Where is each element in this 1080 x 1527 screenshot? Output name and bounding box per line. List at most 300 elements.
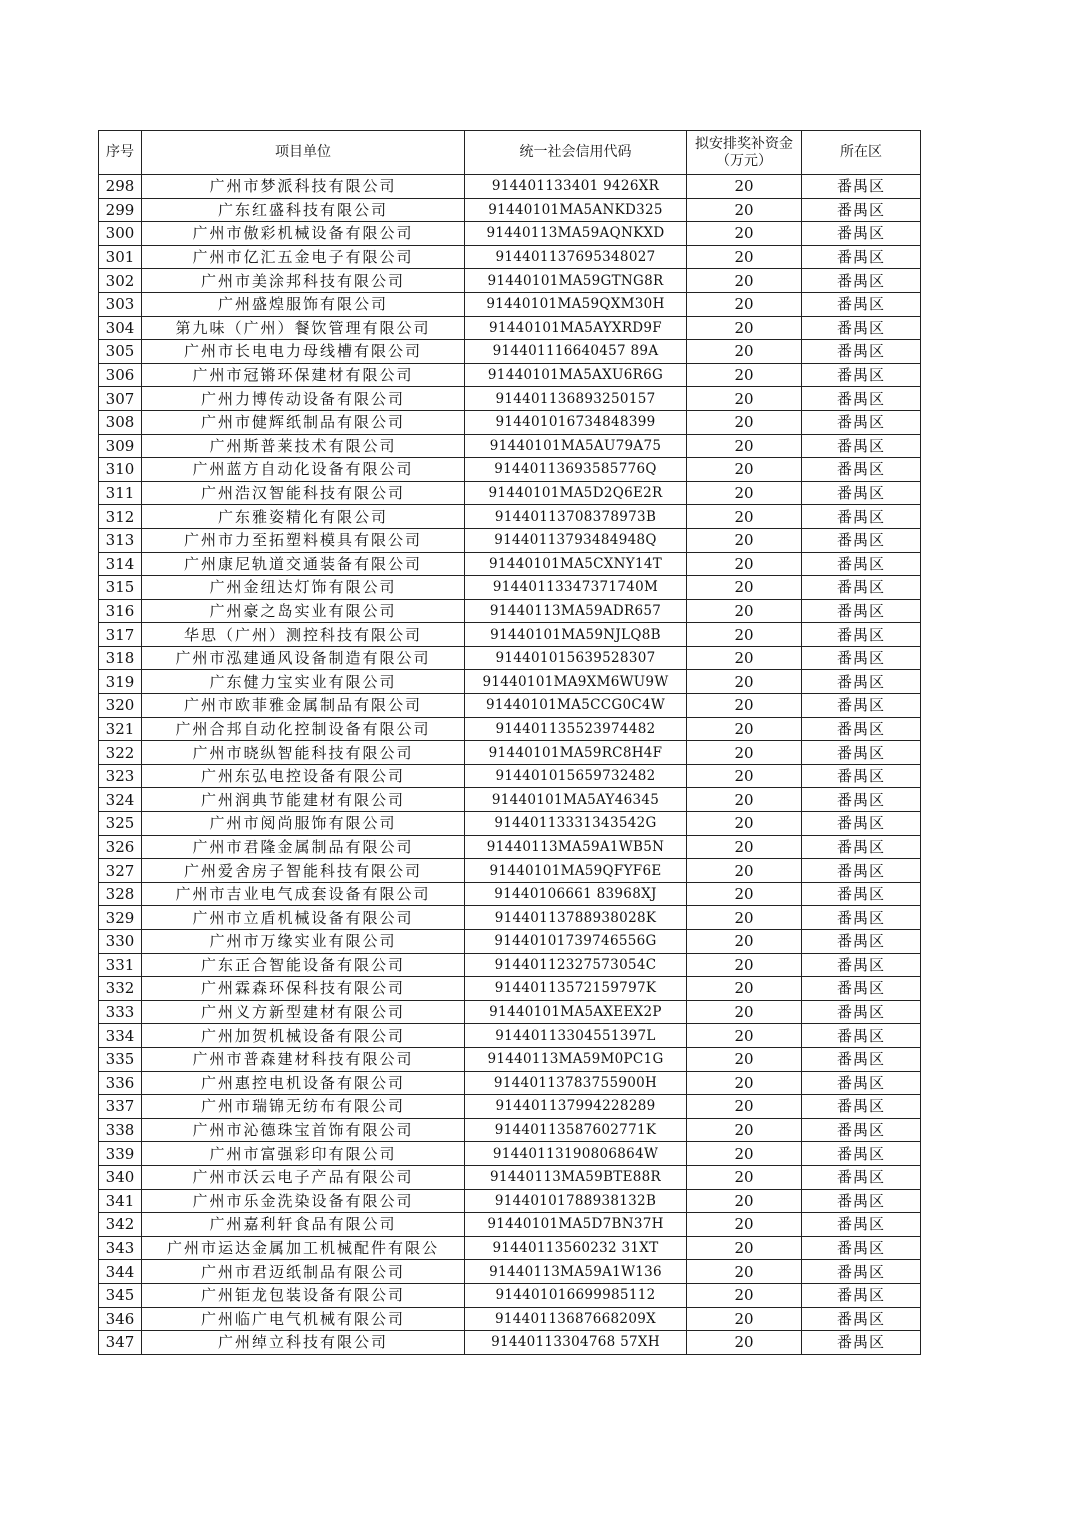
row-index: 304 xyxy=(99,316,142,340)
row-amount: 20 xyxy=(687,292,802,316)
row-amount: 20 xyxy=(687,1142,802,1166)
row-unit: 广州市健辉纸制品有限公司 xyxy=(142,410,465,434)
table-row xyxy=(99,576,921,600)
row-unit: 广州市君迈纸制品有限公司 xyxy=(142,1260,465,1284)
row-credit-code: 91440101MA5AXU6R6G xyxy=(465,363,687,387)
row-index: 314 xyxy=(99,552,142,576)
row-index: 342 xyxy=(99,1213,142,1237)
row-index: 310 xyxy=(99,458,142,482)
document-page xyxy=(98,130,920,1355)
row-index: 341 xyxy=(99,1189,142,1213)
table-row xyxy=(99,906,921,930)
header-index: 序号 xyxy=(99,131,142,175)
row-amount: 20 xyxy=(687,1260,802,1284)
row-credit-code: 91440101788938132B xyxy=(465,1189,687,1213)
row-unit: 广州浩汉智能科技有限公司 xyxy=(142,481,465,505)
row-unit: 广州霖森环保科技有限公司 xyxy=(142,977,465,1001)
row-credit-code: 91440113MA59AQNKXD xyxy=(465,222,687,246)
row-unit: 广州润典节能建材有限公司 xyxy=(142,788,465,812)
row-index: 301 xyxy=(99,245,142,269)
row-credit-code: 91440113687668209X xyxy=(465,1307,687,1331)
row-district: 番禺区 xyxy=(802,1000,921,1024)
row-unit: 广州斯普莱技术有限公司 xyxy=(142,434,465,458)
row-credit-code: 91440101MA5CXNY14T xyxy=(465,552,687,576)
row-district: 番禺区 xyxy=(802,175,921,199)
row-district: 番禺区 xyxy=(802,1165,921,1189)
row-unit: 广州市君隆金属制品有限公司 xyxy=(142,835,465,859)
table-row xyxy=(99,340,921,364)
row-amount: 20 xyxy=(687,930,802,954)
row-index: 344 xyxy=(99,1260,142,1284)
row-district: 番禺区 xyxy=(802,882,921,906)
row-credit-code: 91440113MA59M0PC1G xyxy=(465,1047,687,1071)
row-credit-code: 914401016699985112 xyxy=(465,1283,687,1307)
row-district: 番禺区 xyxy=(802,717,921,741)
row-amount: 20 xyxy=(687,1189,802,1213)
row-amount: 20 xyxy=(687,764,802,788)
row-credit-code: 914401116640457 89A xyxy=(465,340,687,364)
row-credit-code: 91440113572159797K xyxy=(465,977,687,1001)
table-row xyxy=(99,1142,921,1166)
row-unit: 广州市沁德珠宝首饰有限公司 xyxy=(142,1118,465,1142)
table-row xyxy=(99,694,921,718)
header-district: 所在区 xyxy=(802,131,921,175)
row-unit: 广州市欧菲雅金属制品有限公司 xyxy=(142,694,465,718)
table-header xyxy=(99,131,921,175)
row-amount: 20 xyxy=(687,576,802,600)
row-index: 307 xyxy=(99,387,142,411)
row-district: 番禺区 xyxy=(802,1047,921,1071)
row-district: 番禺区 xyxy=(802,906,921,930)
row-index: 318 xyxy=(99,646,142,670)
row-credit-code: 91440113708378973B xyxy=(465,505,687,529)
row-district: 番禺区 xyxy=(802,646,921,670)
row-district: 番禺区 xyxy=(802,953,921,977)
row-unit: 广东雅姿精化有限公司 xyxy=(142,505,465,529)
row-index: 315 xyxy=(99,576,142,600)
row-district: 番禺区 xyxy=(802,741,921,765)
row-credit-code: 91440113304551397L xyxy=(465,1024,687,1048)
row-district: 番禺区 xyxy=(802,788,921,812)
row-unit: 广州盛煌服饰有限公司 xyxy=(142,292,465,316)
row-credit-code: 91440113190806864W xyxy=(465,1142,687,1166)
row-credit-code: 914401016734848399 xyxy=(465,410,687,434)
row-amount: 20 xyxy=(687,788,802,812)
row-unit: 广州绰立科技有限公司 xyxy=(142,1331,465,1355)
row-index: 323 xyxy=(99,764,142,788)
row-credit-code: 91440101MA5D2Q6E2R xyxy=(465,481,687,505)
row-amount: 20 xyxy=(687,245,802,269)
row-amount: 20 xyxy=(687,387,802,411)
table-row xyxy=(99,1260,921,1284)
table-row xyxy=(99,1000,921,1024)
table-row xyxy=(99,481,921,505)
row-unit: 广州钜龙包装设备有限公司 xyxy=(142,1283,465,1307)
table-row xyxy=(99,1047,921,1071)
row-index: 343 xyxy=(99,1236,142,1260)
table-row xyxy=(99,741,921,765)
row-unit: 广州合邦自动化控制设备有限公司 xyxy=(142,717,465,741)
row-amount: 20 xyxy=(687,953,802,977)
row-credit-code: 91440113MA59A1WB5N xyxy=(465,835,687,859)
row-amount: 20 xyxy=(687,316,802,340)
row-credit-code: 91440113693585776Q xyxy=(465,458,687,482)
table-row xyxy=(99,245,921,269)
row-district: 番禺区 xyxy=(802,1307,921,1331)
table-row xyxy=(99,1189,921,1213)
row-amount: 20 xyxy=(687,1283,802,1307)
row-credit-code: 91440106661 83968XJ xyxy=(465,882,687,906)
row-district: 番禺区 xyxy=(802,1283,921,1307)
row-unit: 广州市吉业电气成套设备有限公司 xyxy=(142,882,465,906)
table-row xyxy=(99,1307,921,1331)
row-index: 346 xyxy=(99,1307,142,1331)
row-amount: 20 xyxy=(687,505,802,529)
row-district: 番禺区 xyxy=(802,387,921,411)
row-district: 番禺区 xyxy=(802,1071,921,1095)
row-index: 317 xyxy=(99,623,142,647)
row-index: 337 xyxy=(99,1095,142,1119)
row-district: 番禺区 xyxy=(802,245,921,269)
row-credit-code: 91440113788938028K xyxy=(465,906,687,930)
header-subsidy-line2: （万元） xyxy=(716,152,772,169)
row-index: 306 xyxy=(99,363,142,387)
row-district: 番禺区 xyxy=(802,340,921,364)
row-amount: 20 xyxy=(687,1047,802,1071)
row-amount: 20 xyxy=(687,1307,802,1331)
row-credit-code: 91440113347371740M xyxy=(465,576,687,600)
row-amount: 20 xyxy=(687,1118,802,1142)
row-credit-code: 91440112327573054C xyxy=(465,953,687,977)
row-index: 321 xyxy=(99,717,142,741)
row-district: 番禺区 xyxy=(802,528,921,552)
row-index: 316 xyxy=(99,599,142,623)
row-index: 312 xyxy=(99,505,142,529)
row-amount: 20 xyxy=(687,481,802,505)
row-unit: 广州康尼轨道交通装备有限公司 xyxy=(142,552,465,576)
row-district: 番禺区 xyxy=(802,670,921,694)
row-index: 339 xyxy=(99,1142,142,1166)
row-district: 番禺区 xyxy=(802,576,921,600)
row-unit: 广州加贺机械设备有限公司 xyxy=(142,1024,465,1048)
row-credit-code: 91440101MA9XM6WU9W xyxy=(465,670,687,694)
row-district: 番禺区 xyxy=(802,552,921,576)
row-district: 番禺区 xyxy=(802,1213,921,1237)
row-unit: 广州义方新型建材有限公司 xyxy=(142,1000,465,1024)
row-index: 320 xyxy=(99,694,142,718)
row-unit: 广州市沃云电子产品有限公司 xyxy=(142,1165,465,1189)
row-index: 336 xyxy=(99,1071,142,1095)
table-row xyxy=(99,623,921,647)
row-unit: 广州蓝方自动化设备有限公司 xyxy=(142,458,465,482)
row-unit: 广东健力宝实业有限公司 xyxy=(142,670,465,694)
row-unit: 广州市立盾机械设备有限公司 xyxy=(142,906,465,930)
row-index: 334 xyxy=(99,1024,142,1048)
row-index: 305 xyxy=(99,340,142,364)
row-credit-code: 91440113331343542G xyxy=(465,812,687,836)
table-row xyxy=(99,1095,921,1119)
row-amount: 20 xyxy=(687,198,802,222)
row-district: 番禺区 xyxy=(802,316,921,340)
row-district: 番禺区 xyxy=(802,1118,921,1142)
row-unit: 广州市美涂邦科技有限公司 xyxy=(142,269,465,293)
row-credit-code: 91440101MA5AXEEX2P xyxy=(465,1000,687,1024)
row-index: 324 xyxy=(99,788,142,812)
row-district: 番禺区 xyxy=(802,1095,921,1119)
row-credit-code: 91440113793484948Q xyxy=(465,528,687,552)
row-amount: 20 xyxy=(687,1000,802,1024)
table-row xyxy=(99,269,921,293)
row-unit: 广州市阅尚服饰有限公司 xyxy=(142,812,465,836)
row-unit: 广州市泓建通风设备制造有限公司 xyxy=(142,646,465,670)
row-district: 番禺区 xyxy=(802,434,921,458)
row-index: 338 xyxy=(99,1118,142,1142)
row-index: 333 xyxy=(99,1000,142,1024)
table-row xyxy=(99,458,921,482)
row-credit-code: 91440101MA59GTNG8R xyxy=(465,269,687,293)
row-unit: 广州市乐金洗染设备有限公司 xyxy=(142,1189,465,1213)
row-district: 番禺区 xyxy=(802,1331,921,1355)
table-row xyxy=(99,835,921,859)
row-unit: 广州市富强彩印有限公司 xyxy=(142,1142,465,1166)
row-index: 335 xyxy=(99,1047,142,1071)
row-district: 番禺区 xyxy=(802,410,921,434)
row-credit-code: 91440113MA59ADR657 xyxy=(465,599,687,623)
table-row xyxy=(99,930,921,954)
row-index: 299 xyxy=(99,198,142,222)
table-row xyxy=(99,1071,921,1095)
header-credit-code: 统一社会信用代码 xyxy=(465,131,687,175)
row-amount: 20 xyxy=(687,363,802,387)
row-index: 340 xyxy=(99,1165,142,1189)
row-index: 330 xyxy=(99,930,142,954)
row-district: 番禺区 xyxy=(802,292,921,316)
row-amount: 20 xyxy=(687,340,802,364)
row-amount: 20 xyxy=(687,717,802,741)
row-credit-code: 91440113MA59A1W136 xyxy=(465,1260,687,1284)
row-index: 313 xyxy=(99,528,142,552)
row-credit-code: 91440101MA59NJLQ8B xyxy=(465,623,687,647)
table-row xyxy=(99,316,921,340)
row-amount: 20 xyxy=(687,835,802,859)
row-district: 番禺区 xyxy=(802,930,921,954)
row-credit-code: 91440101739746556G xyxy=(465,930,687,954)
row-credit-code: 91440101MA5ANKD325 xyxy=(465,198,687,222)
header-subsidy xyxy=(687,131,802,175)
row-amount: 20 xyxy=(687,175,802,199)
table-row xyxy=(99,859,921,883)
row-unit: 广州市运达金属加工机械配件有限公 xyxy=(142,1236,465,1260)
table-row xyxy=(99,953,921,977)
row-credit-code: 91440101MA5AYXRD9F xyxy=(465,316,687,340)
row-credit-code: 91440113304768 57XH xyxy=(465,1331,687,1355)
row-amount: 20 xyxy=(687,623,802,647)
table-row xyxy=(99,1331,921,1355)
row-credit-code: 914401015639528307 xyxy=(465,646,687,670)
table-row xyxy=(99,1024,921,1048)
row-unit: 第九味（广州）餐饮管理有限公司 xyxy=(142,316,465,340)
header-row xyxy=(99,131,921,175)
row-unit: 广州临广电气机械有限公司 xyxy=(142,1307,465,1331)
row-credit-code: 914401133401 9426XR xyxy=(465,175,687,199)
table-row xyxy=(99,505,921,529)
row-credit-code: 91440113587602771K xyxy=(465,1118,687,1142)
table-row xyxy=(99,1213,921,1237)
row-amount: 20 xyxy=(687,1071,802,1095)
table-row xyxy=(99,1118,921,1142)
row-amount: 20 xyxy=(687,1095,802,1119)
row-credit-code: 91440101MA59RC8H4F xyxy=(465,741,687,765)
table-row xyxy=(99,764,921,788)
row-index: 319 xyxy=(99,670,142,694)
row-unit: 广州金纽达灯饰有限公司 xyxy=(142,576,465,600)
row-amount: 20 xyxy=(687,882,802,906)
row-amount: 20 xyxy=(687,694,802,718)
row-district: 番禺区 xyxy=(802,812,921,836)
row-index: 309 xyxy=(99,434,142,458)
row-amount: 20 xyxy=(687,812,802,836)
row-credit-code: 914401137695348027 xyxy=(465,245,687,269)
table-row xyxy=(99,552,921,576)
row-credit-code: 91440113560232 31XT xyxy=(465,1236,687,1260)
row-amount: 20 xyxy=(687,1213,802,1237)
row-district: 番禺区 xyxy=(802,835,921,859)
row-unit: 广州市晓纵智能科技有限公司 xyxy=(142,741,465,765)
table-row xyxy=(99,882,921,906)
row-index: 308 xyxy=(99,410,142,434)
row-district: 番禺区 xyxy=(802,1189,921,1213)
row-district: 番禺区 xyxy=(802,363,921,387)
row-district: 番禺区 xyxy=(802,859,921,883)
row-amount: 20 xyxy=(687,646,802,670)
row-district: 番禺区 xyxy=(802,269,921,293)
row-district: 番禺区 xyxy=(802,458,921,482)
row-index: 347 xyxy=(99,1331,142,1355)
table-row xyxy=(99,646,921,670)
row-amount: 20 xyxy=(687,552,802,576)
table-row xyxy=(99,175,921,199)
row-amount: 20 xyxy=(687,1331,802,1355)
row-district: 番禺区 xyxy=(802,222,921,246)
table-row xyxy=(99,198,921,222)
subsidy-table xyxy=(98,130,921,1355)
row-index: 300 xyxy=(99,222,142,246)
row-amount: 20 xyxy=(687,458,802,482)
row-index: 298 xyxy=(99,175,142,199)
row-amount: 20 xyxy=(687,222,802,246)
row-credit-code: 91440101MA5AU79A75 xyxy=(465,434,687,458)
row-credit-code: 91440113783755900H xyxy=(465,1071,687,1095)
table-row xyxy=(99,1165,921,1189)
row-unit: 华思（广州）测控科技有限公司 xyxy=(142,623,465,647)
row-district: 番禺区 xyxy=(802,623,921,647)
row-unit: 广州力博传动设备有限公司 xyxy=(142,387,465,411)
table-row xyxy=(99,788,921,812)
table-row xyxy=(99,717,921,741)
table-row xyxy=(99,363,921,387)
table-row xyxy=(99,599,921,623)
row-amount: 20 xyxy=(687,977,802,1001)
table-row xyxy=(99,292,921,316)
row-index: 302 xyxy=(99,269,142,293)
row-district: 番禺区 xyxy=(802,198,921,222)
header-subsidy-line1: 拟安排奖补资金 xyxy=(695,135,793,152)
row-amount: 20 xyxy=(687,906,802,930)
row-unit: 广州市亿汇五金电子有限公司 xyxy=(142,245,465,269)
row-credit-code: 914401015659732482 xyxy=(465,764,687,788)
row-credit-code: 91440101MA59QXM30H xyxy=(465,292,687,316)
row-credit-code: 91440101MA5CCG0C4W xyxy=(465,694,687,718)
row-unit: 广州市力至拓塑料模具有限公司 xyxy=(142,528,465,552)
row-amount: 20 xyxy=(687,410,802,434)
row-amount: 20 xyxy=(687,670,802,694)
row-district: 番禺区 xyxy=(802,505,921,529)
row-unit: 广州市瑞锦无纺布有限公司 xyxy=(142,1095,465,1119)
row-unit: 广州爱舍房子智能科技有限公司 xyxy=(142,859,465,883)
row-credit-code: 914401135523974482 xyxy=(465,717,687,741)
row-district: 番禺区 xyxy=(802,1142,921,1166)
row-index: 331 xyxy=(99,953,142,977)
row-unit: 广州市普森建材科技有限公司 xyxy=(142,1047,465,1071)
table-row xyxy=(99,670,921,694)
row-credit-code: 91440113MA59BTE88R xyxy=(465,1165,687,1189)
table-body xyxy=(99,175,921,1355)
table-row xyxy=(99,387,921,411)
table-row xyxy=(99,528,921,552)
table-row xyxy=(99,410,921,434)
row-amount: 20 xyxy=(687,269,802,293)
table-row xyxy=(99,812,921,836)
row-unit: 广州市傲彩机械设备有限公司 xyxy=(142,222,465,246)
row-credit-code: 91440101MA5AY46345 xyxy=(465,788,687,812)
row-amount: 20 xyxy=(687,599,802,623)
row-district: 番禺区 xyxy=(802,977,921,1001)
row-district: 番禺区 xyxy=(802,1236,921,1260)
row-amount: 20 xyxy=(687,1236,802,1260)
row-district: 番禺区 xyxy=(802,764,921,788)
row-unit: 广东正合智能设备有限公司 xyxy=(142,953,465,977)
row-unit: 广州市万缘实业有限公司 xyxy=(142,930,465,954)
row-amount: 20 xyxy=(687,859,802,883)
row-amount: 20 xyxy=(687,1165,802,1189)
row-district: 番禺区 xyxy=(802,481,921,505)
row-unit: 广州嘉利轩食品有限公司 xyxy=(142,1213,465,1237)
row-credit-code: 91440101MA59QFYF6E xyxy=(465,859,687,883)
table-row xyxy=(99,222,921,246)
row-amount: 20 xyxy=(687,528,802,552)
row-index: 332 xyxy=(99,977,142,1001)
table-row xyxy=(99,977,921,1001)
row-index: 311 xyxy=(99,481,142,505)
row-unit: 广州市梦派科技有限公司 xyxy=(142,175,465,199)
row-credit-code: 91440101MA5D7BN37H xyxy=(465,1213,687,1237)
row-credit-code: 914401136893250157 xyxy=(465,387,687,411)
row-district: 番禺区 xyxy=(802,694,921,718)
row-unit: 广州惠控电机设备有限公司 xyxy=(142,1071,465,1095)
row-index: 327 xyxy=(99,859,142,883)
row-district: 番禺区 xyxy=(802,599,921,623)
header-unit: 项目单位 xyxy=(142,131,465,175)
row-unit: 广东红盛科技有限公司 xyxy=(142,198,465,222)
row-amount: 20 xyxy=(687,741,802,765)
row-district: 番禺区 xyxy=(802,1260,921,1284)
row-index: 329 xyxy=(99,906,142,930)
table-row xyxy=(99,1283,921,1307)
row-amount: 20 xyxy=(687,434,802,458)
row-unit: 广州豪之岛实业有限公司 xyxy=(142,599,465,623)
row-unit: 广州市长电电力母线槽有限公司 xyxy=(142,340,465,364)
row-amount: 20 xyxy=(687,1024,802,1048)
